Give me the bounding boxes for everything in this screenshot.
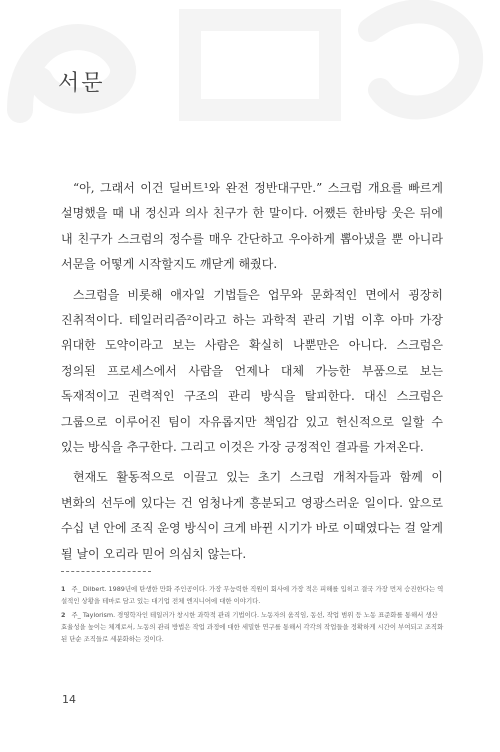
footnote-number: 2 bbox=[61, 611, 66, 619]
paragraph: 스크럼을 비롯해 애자일 기법들은 업무와 문화적인 면에서 굉장히 진취적이다. 테일러리즘²이라고 하는 과학적 관리 기법 이후 아마 가장 위대한 도약이라고 보는 사람은 확실히 나뿐만은 아니다. 스크럼은 정의된 프로세스에서 사람을 언제나 대체 가능한 부품으로 보는 독재적이고 권력적인 구조의 관리 방식을 탈피한다. 대신 스크럼은 그룹으로 이루어진 팀이 자유롭지만 책임감 있고 헌신적으로 일할 수 있는 방식을 추구한다. 그리고 이것은 가장 긍정적인 결과를 가져온다. bbox=[61, 287, 443, 455]
page-number: 14 bbox=[62, 693, 76, 706]
footnote bbox=[61, 583, 445, 607]
footnote-text: 주_ Dilbert. 1989년에 탄생한 만화 주인공이다. 가장 무능력한 직원이 회사에 가장 적은 피해를 입히고 결국 가장 먼저 승진한다는 역설적인 상황을 테마로 담고 있는 대기업 전체 엔지니어에 대한 이야기다. bbox=[61, 585, 444, 605]
page-title: 서문 bbox=[58, 71, 105, 96]
footnote bbox=[61, 609, 445, 645]
footnotes bbox=[61, 583, 445, 647]
paragraph: 현재도 활동적으로 이끌고 있는 초기 스크럼 개척자들과 함께 이 변화의 선두에 있다는 건 엄청나게 흥분되고 영광스러운 일이다. 앞으로 수십 년 안에 조직 운영 방식이 크게 바뀐 시기가 바로 이때였다는 걸 알게 될 날이 오리라 믿어 의심치 않는다. bbox=[61, 470, 443, 561]
footnote-divider bbox=[61, 571, 151, 572]
body-text bbox=[61, 176, 443, 572]
footnote-text: 주_ Taylorism. 경영학자인 테일러가 창시한 과학적 관리 기법이다. 노동자의 움직임, 동선, 작업 범위 등 노동 표준화를 통해서 생산 효율성을 높이는 체계로서, 노동의 관리 방법은 작업 과정에 대한 세밀한 연구를 통해서 각각의 작업들을 정확하게 시간이 부여되고 조직화된 단순 조직들로 세분화하는 것이다. bbox=[61, 611, 444, 643]
paragraph: “아, 그래서 이건 딜버트¹와 완전 정반대구만.” 스크럼 개요를 빠르게 설명했을 때 내 정신과 의사 친구가 한 말이다. 어쨌든 한바탕 웃은 뒤에 내 친구가 스크럼의 정수를 매우 간단하고 우아하게 뽑아냈을 뿐 아니라 서문을 어떻게 시작할지도 깨닫게 해줬다. bbox=[61, 181, 443, 272]
footnote-number: 1 bbox=[61, 585, 66, 593]
